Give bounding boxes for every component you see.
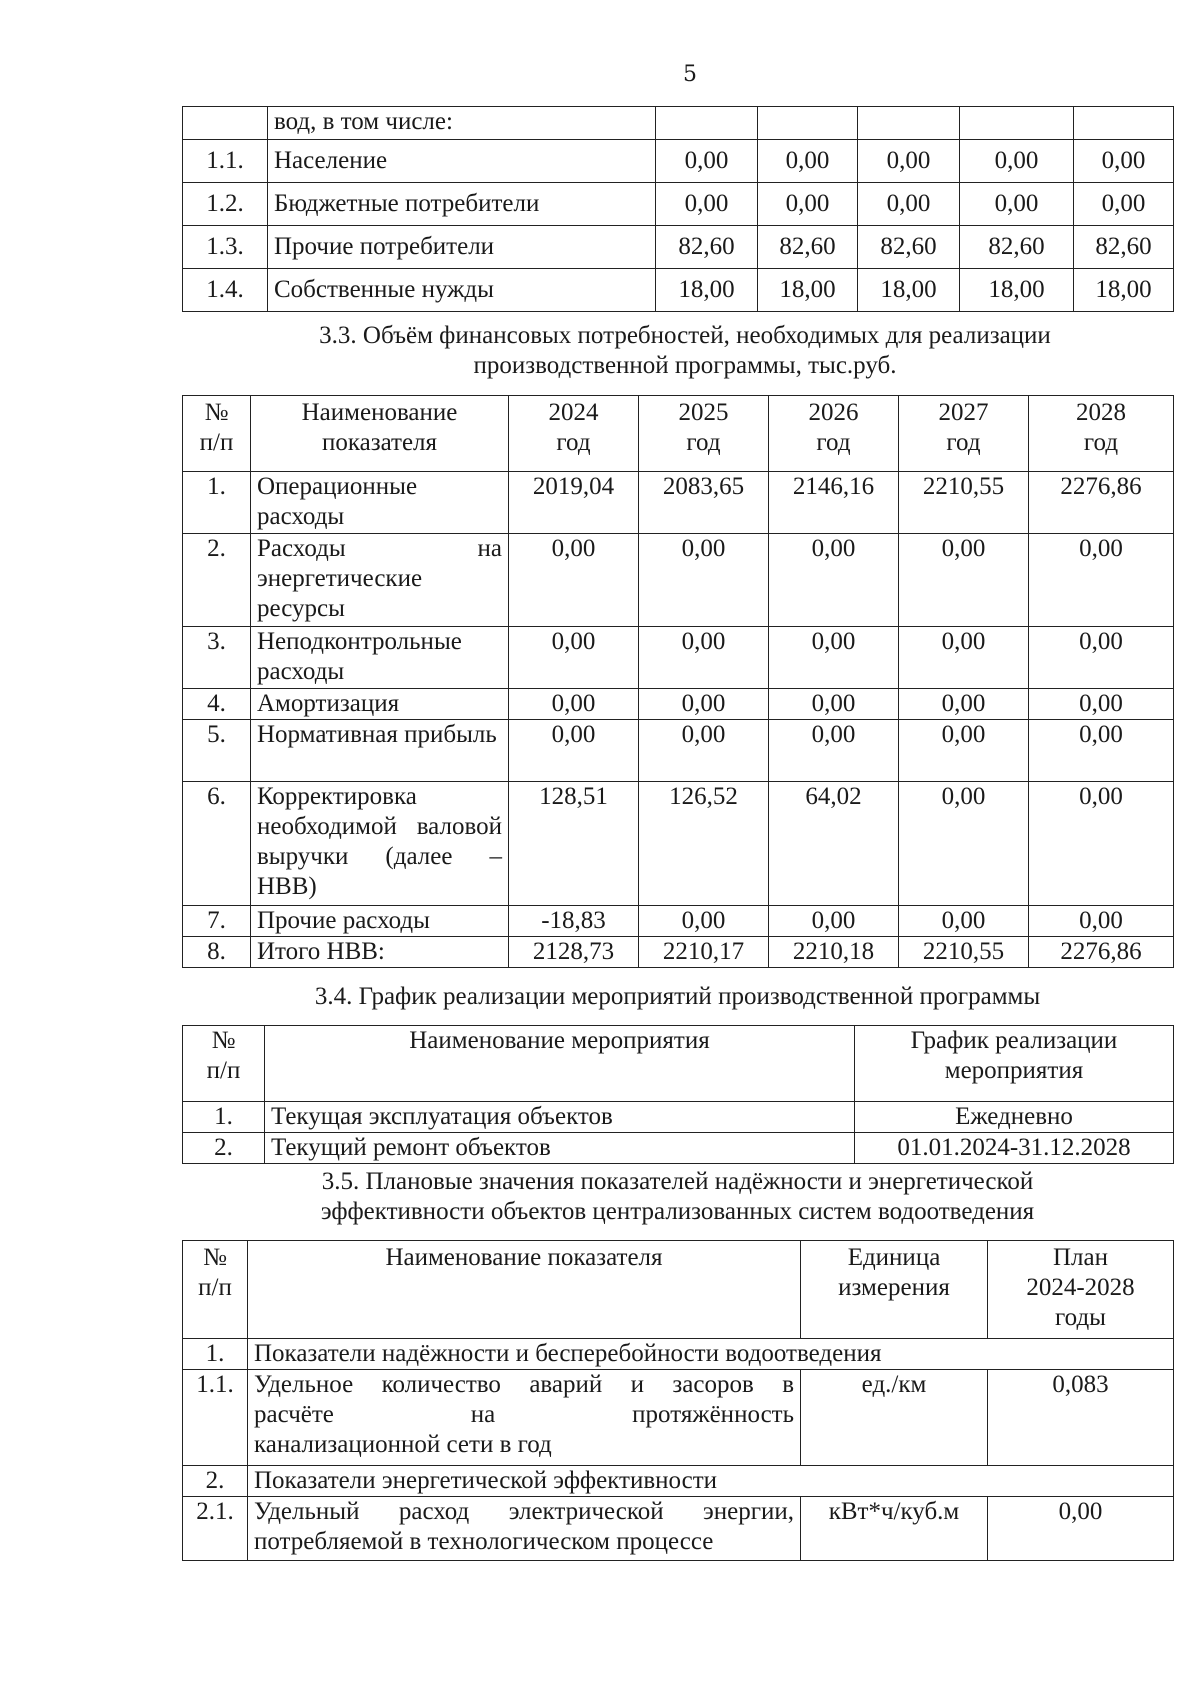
value-cell: 0,00 (769, 689, 899, 720)
value-cell: 0,00 (769, 906, 899, 937)
row-number: 8. (183, 937, 251, 968)
value-cell: 82,60 (960, 226, 1074, 269)
name-header: Наименование мероприятия (265, 1026, 855, 1102)
name-header: Наименование показателя (251, 396, 509, 472)
group-name: Показатели энергетической эффективности (248, 1466, 1174, 1497)
table-group-row (183, 1466, 1174, 1497)
num-header: № п/п (183, 396, 251, 472)
row-name: Операционные расходы (251, 472, 509, 534)
year-header: 2025 год (639, 396, 769, 472)
value-cell: 0,00 (1029, 534, 1174, 627)
value-cell: 18,00 (758, 269, 858, 312)
value-cell: 2128,73 (509, 937, 639, 968)
section-3-5-heading (182, 1167, 1173, 1227)
value-cell: 0,00 (769, 627, 899, 689)
name-header: Наименование показателя (248, 1241, 801, 1339)
unit-cell: ед./км (801, 1370, 988, 1466)
value-cell: 82,60 (656, 226, 758, 269)
financial-needs-table (182, 395, 1174, 968)
value-cell: 128,51 (509, 782, 639, 906)
row-number: 5. (183, 720, 251, 782)
row-number: 2. (183, 1133, 265, 1164)
row-number: 1.2. (183, 183, 268, 226)
header-continuation: вод, в том числе: (268, 107, 656, 140)
value-cell: 0,00 (639, 906, 769, 937)
value-cell: 18,00 (960, 269, 1074, 312)
value-cell: 0,00 (899, 720, 1029, 782)
plan-cell: 0,083 (988, 1370, 1174, 1466)
row-number: 2. (183, 534, 251, 627)
value-cell: 0,00 (769, 534, 899, 627)
row-name: Нормативная прибыль (251, 720, 509, 782)
unit-cell: кВт*ч/куб.м (801, 1497, 988, 1561)
table-group-row (183, 1339, 1174, 1370)
value-cell: 0,00 (656, 140, 758, 183)
year-header: 2028 год (1029, 396, 1174, 472)
table-row (183, 1133, 1174, 1164)
table-row (183, 1370, 1174, 1466)
value-cell: 0,00 (858, 183, 960, 226)
row-number: 4. (183, 689, 251, 720)
value-cell: 0,00 (1029, 720, 1174, 782)
value-cell: 2210,18 (769, 937, 899, 968)
value-cell: 0,00 (858, 140, 960, 183)
volume-table-continuation (182, 106, 1174, 312)
value-cell: 64,02 (769, 782, 899, 906)
value-cell: 0,00 (899, 534, 1029, 627)
schedule-cell: 01.01.2024-31.12.2028 (855, 1133, 1174, 1164)
year-header: 2027 год (899, 396, 1029, 472)
table-row (183, 472, 1174, 534)
value-cell: 0,00 (758, 140, 858, 183)
table-row (183, 720, 1174, 782)
row-number: 1.1. (183, 140, 268, 183)
table-row (183, 534, 1174, 627)
row-number: 3. (183, 627, 251, 689)
row-name: Корректировка необходимой валовой выручки (далее – НВВ) (251, 782, 509, 906)
row-name: Текущая эксплуатация объектов (265, 1102, 855, 1133)
table-row (183, 226, 1174, 269)
row-number: 1.3. (183, 226, 268, 269)
row-name: Расходы на энергетические ресурсы (251, 534, 509, 627)
table-row (183, 183, 1174, 226)
value-cell: 0,00 (509, 534, 639, 627)
value-cell: 2083,65 (639, 472, 769, 534)
table-row (183, 689, 1174, 720)
row-name: Прочие потребители (268, 226, 656, 269)
num-header: № п/п (183, 1026, 265, 1102)
table-header-row (183, 1241, 1174, 1339)
value-cell: 0,00 (899, 782, 1029, 906)
value-cell: 0,00 (1029, 782, 1174, 906)
value-cell: 0,00 (1029, 906, 1174, 937)
row-name: Амортизация (251, 689, 509, 720)
schedule-header: График реализации мероприятия (855, 1026, 1174, 1102)
value-cell: 2276,86 (1029, 472, 1174, 534)
value-cell: 0,00 (509, 627, 639, 689)
value-cell: 2276,86 (1029, 937, 1174, 968)
value-cell: 0,00 (1029, 689, 1174, 720)
row-number: 1. (183, 1339, 248, 1370)
value-cell: 0,00 (899, 627, 1029, 689)
heading-line: 3.5. Плановые значения показателей надёжности и энергетической (321, 1168, 1034, 1195)
value-cell: 2210,55 (899, 937, 1029, 968)
plan-cell: 0,00 (988, 1497, 1174, 1561)
value-cell: 0,00 (656, 183, 758, 226)
value-cell: 2146,16 (769, 472, 899, 534)
row-number: 6. (183, 782, 251, 906)
num-header: № п/п (183, 1241, 248, 1339)
value-cell: 0,00 (769, 720, 899, 782)
reliability-indicators-table (182, 1240, 1174, 1561)
row-name: Бюджетные потребители (268, 183, 656, 226)
value-cell: 0,00 (899, 689, 1029, 720)
schedule-cell: Ежедневно (855, 1102, 1174, 1133)
row-name: Удельный расход электрической энергии, потребляемой в технологическом процессе (248, 1497, 801, 1561)
table-row (183, 937, 1174, 968)
group-name: Показатели надёжности и бесперебойности водоотведения (248, 1339, 1174, 1370)
row-name: Неподконтрольные расходы (251, 627, 509, 689)
heading-line: производственной программы, тыс.руб. (473, 352, 897, 379)
plan-header: План 2024-2028 годы (988, 1241, 1174, 1339)
row-number: 2. (183, 1466, 248, 1497)
value-cell: 0,00 (1029, 627, 1174, 689)
value-cell: -18,83 (509, 906, 639, 937)
page-number: 5 (683, 62, 697, 87)
table-row (183, 140, 1174, 183)
row-name: Итого НВВ: (251, 937, 509, 968)
table-row (183, 1102, 1174, 1133)
value-cell: 82,60 (858, 226, 960, 269)
value-cell: 0,00 (639, 720, 769, 782)
value-cell: 18,00 (858, 269, 960, 312)
table-header-row (183, 1026, 1174, 1102)
value-cell: 0,00 (899, 906, 1029, 937)
value-cell: 0,00 (509, 689, 639, 720)
section-3-3-heading (182, 321, 1188, 381)
row-name: Текущий ремонт объектов (265, 1133, 855, 1164)
section-3-4-heading: 3.4. График реализации мероприятий производственной программы (314, 983, 1041, 1010)
heading-line: эффективности объектов централизованных систем водоотведения (320, 1198, 1035, 1225)
table-row (183, 269, 1174, 312)
value-cell: 126,52 (639, 782, 769, 906)
value-cell: 0,00 (1074, 183, 1174, 226)
table-row (183, 107, 1174, 140)
row-name: Население (268, 140, 656, 183)
year-header: 2024 год (509, 396, 639, 472)
row-number: 1.1. (183, 1370, 248, 1466)
value-cell: 82,60 (758, 226, 858, 269)
row-name: Прочие расходы (251, 906, 509, 937)
value-cell: 2210,17 (639, 937, 769, 968)
value-cell: 2019,04 (509, 472, 639, 534)
value-cell: 0,00 (639, 534, 769, 627)
row-number: 1. (183, 1102, 265, 1133)
table-row (183, 1497, 1174, 1561)
value-cell: 0,00 (639, 689, 769, 720)
value-cell: 18,00 (656, 269, 758, 312)
row-name: Собственные нужды (268, 269, 656, 312)
value-cell: 82,60 (1074, 226, 1174, 269)
value-cell: 18,00 (1074, 269, 1174, 312)
value-cell: 0,00 (639, 627, 769, 689)
value-cell: 0,00 (960, 183, 1074, 226)
schedule-table (182, 1025, 1174, 1164)
row-number: 1. (183, 472, 251, 534)
row-name: Удельное количество аварий и засоров в расчёте на протяжённость канализационной сети в год (248, 1370, 801, 1466)
row-number: 1.4. (183, 269, 268, 312)
table-row (183, 906, 1174, 937)
value-cell: 0,00 (960, 140, 1074, 183)
value-cell: 0,00 (758, 183, 858, 226)
value-cell: 0,00 (509, 720, 639, 782)
table-row (183, 782, 1174, 906)
table-header-row (183, 396, 1174, 472)
table-row (183, 627, 1174, 689)
value-cell: 2210,55 (899, 472, 1029, 534)
row-number: 7. (183, 906, 251, 937)
unit-header: Единица измерения (801, 1241, 988, 1339)
row-number: 2.1. (183, 1497, 248, 1561)
year-header: 2026 год (769, 396, 899, 472)
heading-line: 3.3. Объём финансовых потребностей, необходимых для реализации (319, 322, 1051, 349)
value-cell: 0,00 (1074, 140, 1174, 183)
